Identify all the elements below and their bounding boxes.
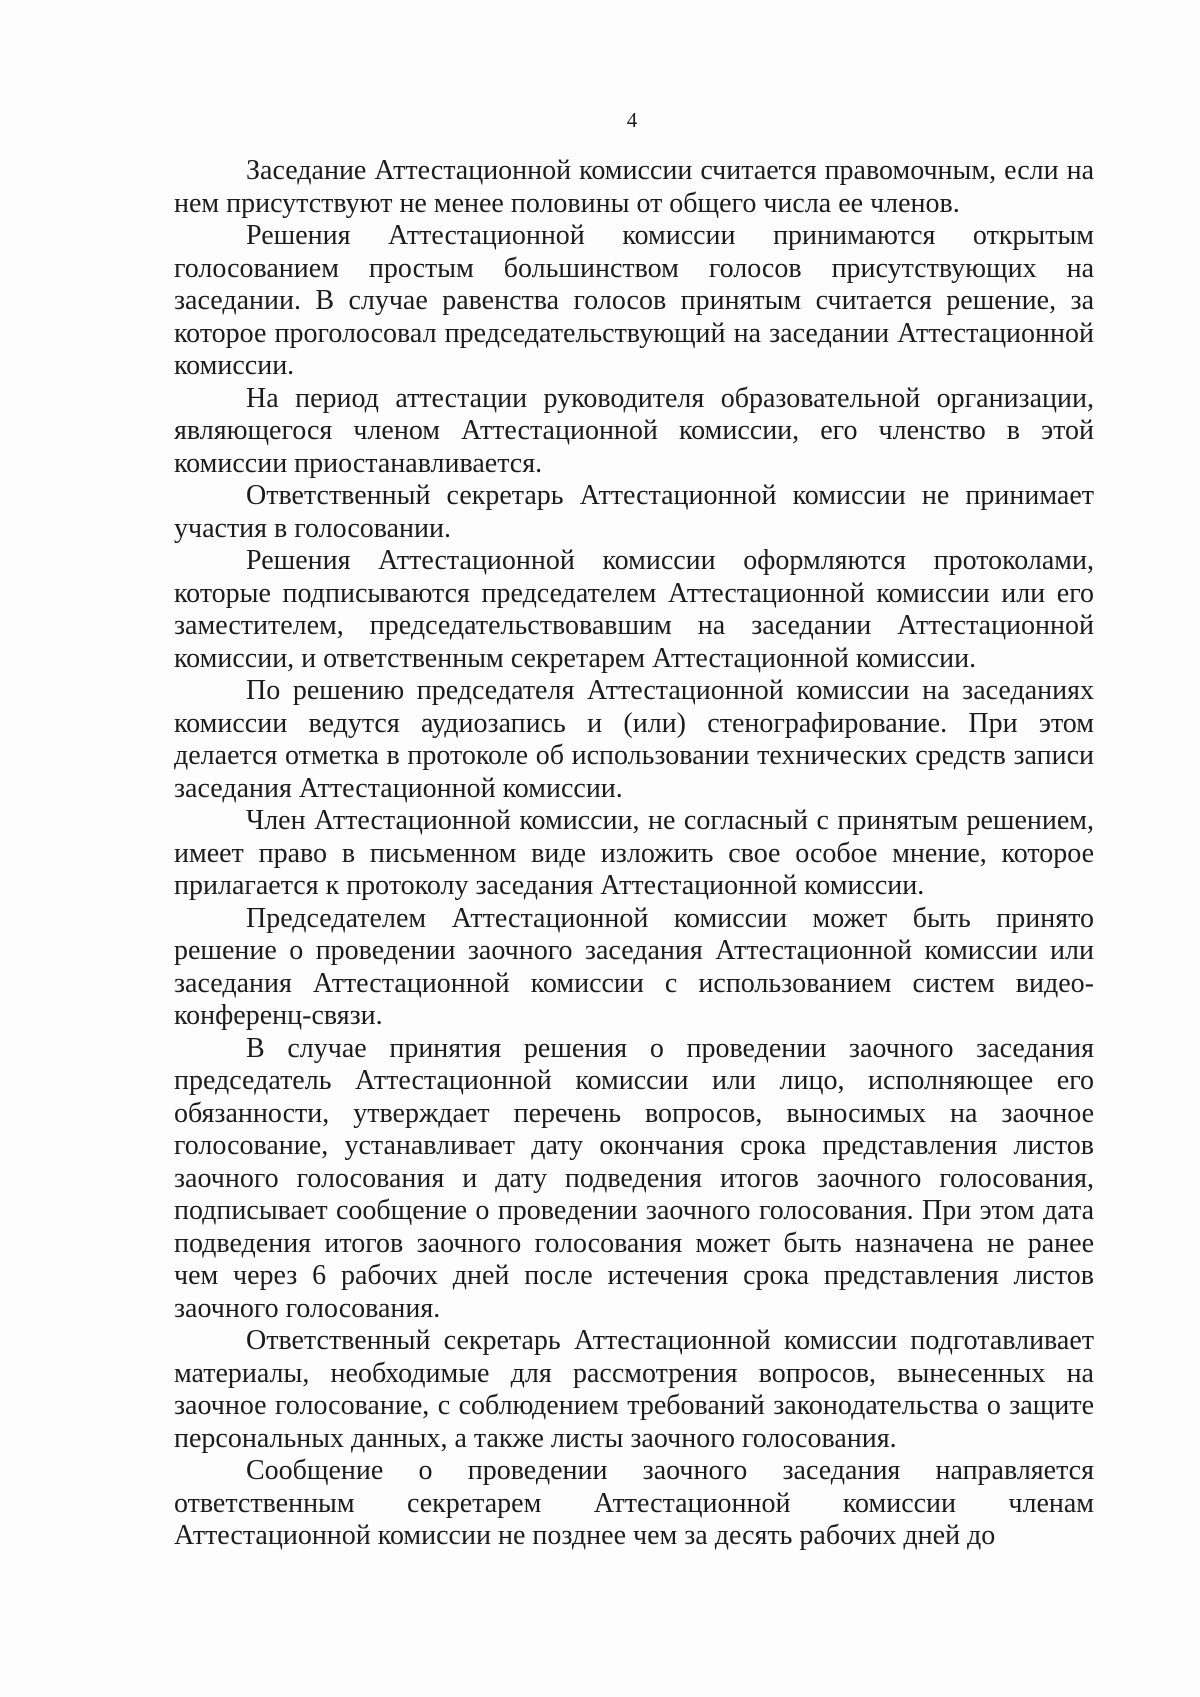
- paragraph: Ответственный секретарь Аттестационной комиссии подготавливает материалы, необходимые для рассмотрения вопросов, вынесенных на заочное голосование, с соблюдением требований законодательства о защите персональных данных, а также листы заочного голосования.: [174, 1325, 1094, 1454]
- paragraph: Решения Аттестационной комиссии оформляются протоколами, которые подписываются председателем Аттестационной комиссии или его заместителем, председательствовавшим на заседании Аттестационной комиссии, и ответственным секретарем Аттестационной комиссии.: [174, 545, 1094, 674]
- paragraph: Член Аттестационной комиссии, не согласный с принятым решением, имеет право в письменном виде изложить свое особое мнение, которое прилагается к протоколу заседания Аттестационной комиссии.: [174, 805, 1094, 901]
- paragraph: По решению председателя Аттестационной комиссии на заседаниях комиссии ведутся аудиозапись и (или) стенографирование. При этом делается отметка в протоколе об использовании технических средств записи заседания Аттестационной комиссии.: [174, 675, 1094, 804]
- paragraph: Председателем Аттестационной комиссии может быть принято решение о проведении заочного заседания Аттестационной комиссии или заседания Аттестационной комиссии с использованием систем видео-конференц-связи.: [174, 902, 1094, 1031]
- paragraph: На период аттестации руководителя образовательной организации, являющегося членом Аттестационной комиссии, его членство в этой комиссии приостанавливается.: [174, 382, 1094, 479]
- paragraph: В случае принятия решения о проведении заочного заседания председатель Аттестационной комиссии или лицо, исполняющее его обязанности, утверждает перечень вопросов, выносимых на заочное голосование, устанавливает дату окончания срока представления листов заочного голосования и дату подведения итогов заочного голосования, подписывает сообщение о проведении заочного голосования. При этом дата подведения итогов заочного голосования может быть назначена не ранее чем через 6 рабочих дней после истечения срока представления листов заочного голосования.: [174, 1032, 1094, 1324]
- page-number: 4: [626, 108, 638, 132]
- paragraph: Заседание Аттестационной комиссии считается правомочным, если на нем присутствуют не менее половины от общего числа ее членов.: [174, 155, 1094, 219]
- paragraph: Ответственный секретарь Аттестационной комиссии не принимает участия в голосовании.: [174, 480, 1094, 544]
- paragraph: Сообщение о проведении заочного заседания направляется ответственным секретарем Аттестационной комиссии членам Аттестационной комиссии не позднее чем за десять рабочих дней до: [174, 1455, 1094, 1551]
- document-body: [174, 155, 1094, 1553]
- paragraph: Решения Аттестационной комиссии принимаются открытым голосованием простым большинством голосов присутствующих на заседании. В случае равенства голосов принятым считается решение, за которое проголосовал председательствующий на заседании Аттестационной комиссии.: [174, 220, 1094, 381]
